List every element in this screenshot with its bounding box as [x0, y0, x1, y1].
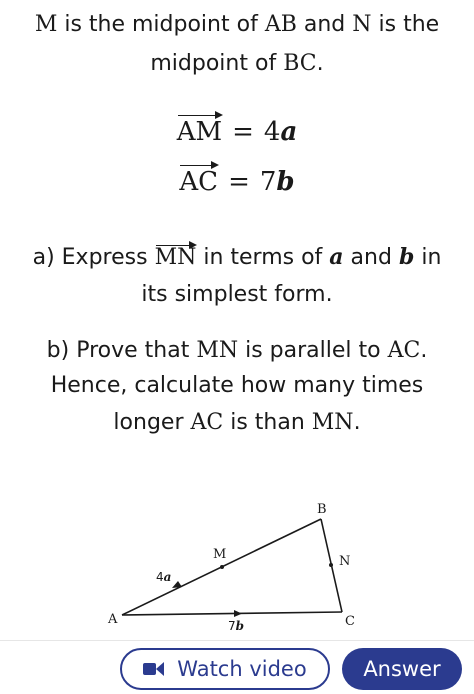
watch-video-button[interactable]	[120, 648, 330, 690]
symbol-b: b	[398, 244, 415, 270]
symbol-a: a	[329, 244, 344, 270]
intro-text-1: is the midpoint of	[57, 12, 265, 37]
side-ac	[122, 612, 342, 615]
midpoint-m-dot	[220, 565, 224, 569]
part-a-text-1: a) Express	[32, 245, 155, 270]
equation-am	[0, 113, 474, 147]
segment-mn: MN	[311, 410, 354, 435]
segment-mn: MN	[196, 338, 239, 363]
vector-ac: AC	[179, 163, 218, 197]
equals-sign: =	[228, 167, 250, 197]
answer-label: Answer	[363, 657, 441, 681]
answer-button[interactable]	[342, 648, 462, 690]
label-4a-coefficient: 4	[156, 570, 164, 584]
part-b-text-4: Hence, calculate how many times	[50, 373, 424, 398]
part-b-line-1	[0, 338, 474, 364]
video-camera-icon	[143, 662, 165, 676]
point-n: N	[352, 12, 372, 37]
part-a-text-3: and	[343, 245, 399, 270]
label-7b	[228, 619, 244, 633]
intro-text-4: midpoint of	[150, 51, 284, 76]
label-4a	[156, 570, 171, 584]
segment-ac: AC	[387, 338, 421, 363]
label-7b-coefficient: 7	[228, 619, 236, 633]
part-a-line-1	[0, 244, 474, 271]
vector-am: AM	[177, 113, 222, 147]
point-m: M	[34, 12, 58, 37]
part-a-line-2	[0, 282, 474, 308]
label-b: B	[317, 502, 327, 517]
intro-line-1	[0, 12, 474, 38]
part-a-text-5: its simplest form.	[141, 282, 333, 307]
coefficient-4: 4	[263, 117, 281, 147]
part-b-text-7: .	[353, 410, 361, 435]
arrow-am-icon	[172, 581, 182, 588]
triangle-outline	[122, 519, 342, 615]
segment-ac: AC	[190, 410, 224, 435]
intro-text-3: is the	[371, 12, 440, 37]
intro-line-2	[0, 51, 474, 77]
label-7b-symbol: b	[235, 619, 245, 633]
midpoint-n-dot	[329, 563, 333, 567]
part-b-line-2	[0, 373, 474, 399]
label-c: C	[345, 614, 355, 629]
segment-ab: AB	[264, 12, 297, 37]
segment-bc: BC	[283, 51, 317, 76]
part-a-text-2: in terms of	[196, 245, 330, 270]
intro-text-5: .	[316, 51, 324, 76]
part-b-line-3	[0, 410, 474, 436]
part-b-text-3: .	[420, 338, 428, 363]
label-4a-symbol: a	[163, 570, 172, 584]
equals-sign: =	[232, 117, 254, 147]
label-m: M	[213, 547, 227, 562]
symbol-b: b	[276, 167, 295, 197]
symbol-a: a	[280, 117, 298, 147]
part-a-text-4: in	[414, 245, 442, 270]
part-b-text-2: is parallel to	[238, 338, 388, 363]
vector-mn: MN	[154, 245, 197, 270]
intro-text-2: and	[296, 12, 353, 37]
coefficient-7: 7	[259, 167, 277, 197]
arrow-ac-icon	[234, 610, 242, 617]
watch-video-label: Watch video	[177, 657, 307, 681]
triangle-diagram	[100, 495, 380, 635]
part-b-text-6: is than	[223, 410, 312, 435]
equation-ac	[0, 163, 474, 197]
label-a: A	[108, 612, 118, 627]
part-b-text-1: b) Prove that	[46, 338, 197, 363]
part-b-text-5: longer	[113, 410, 191, 435]
label-n: N	[339, 554, 351, 569]
